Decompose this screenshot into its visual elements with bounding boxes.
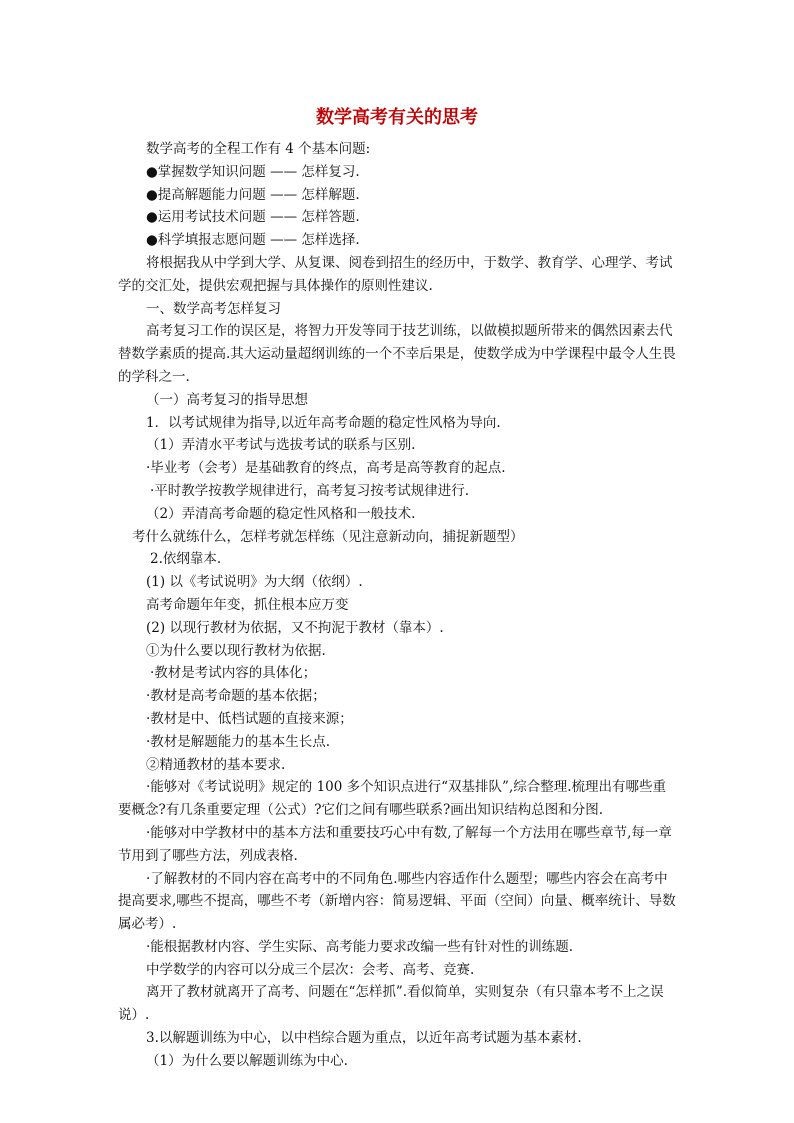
paragraph: ·能根据教材内容、学生实际、高考能力要求改编一些有针对性的训练题.: [146, 938, 574, 955]
paragraph: ·能够对《考试说明》规定的 100 多个知识点进行“双基排队”,综合整理.梳理出有哪些重要概念?有几条重要定理（公式）?它们之间有哪些联系?画出知识结构总图和分图.: [118, 779, 667, 819]
paragraph: 高考命题年年变，抓住根本应万变: [146, 596, 349, 613]
paragraph: 高考复习工作的误区是，将智力开发等同于技艺训练，以做模拟题所带来的偶然因素去代替数学素质的提高.其大运动量超纲训练的一个不幸后果是，使数学成为中学课程中最令人生畏的学科之一.: [118, 323, 676, 385]
paragraph: (2) 以现行教材为依据，又不拘泥于教材（靠本）.: [146, 619, 444, 636]
paragraph: ②精通教材的基本要求.: [146, 756, 286, 773]
paragraph: ·教材是中、低档试题的直接来源；: [146, 710, 353, 727]
paragraph: 数学高考的全程工作有 4 个基本问题:: [146, 141, 371, 157]
document-body: [118, 138, 678, 1073]
paragraph: ①为什么要以现行教材为依据.: [146, 642, 326, 659]
paragraph: 1．以考试规律为指导,以近年高考命题的稳定性风格为导向.: [146, 414, 501, 431]
paragraph: 一、数学高考怎样复习: [146, 300, 281, 317]
paragraph: ·教材是高考命题的基本依据；: [146, 688, 326, 705]
paragraph: 考什么就练什么，怎样考就怎样练（见注意新动向，捕捉新题型）: [132, 528, 524, 545]
paragraph: ●运用考试技术问题 —— 怎样答题.: [146, 209, 360, 226]
paragraph: ·教材是考试内容的具体化；: [150, 665, 317, 682]
paragraph: 2.依纲靠本.: [150, 551, 222, 568]
paragraph: ●科学填报志愿问题 —— 怎样选择.: [146, 232, 360, 249]
paragraph: ●掌握数学知识问题 —— 怎样复习.: [146, 163, 360, 180]
paragraph: ·毕业考（会考）是基础教育的终点，高考是高等教育的起点.: [146, 460, 506, 477]
document-title: 数学高考有关的思考: [316, 107, 478, 128]
paragraph: （1）为什么要以解题训练为中心.: [146, 1052, 348, 1069]
paragraph: (1) 以《考试说明》为大纲（依纲）.: [146, 574, 363, 591]
paragraph: （2）弄清高考命题的稳定性风格和一般技术.: [146, 505, 416, 522]
paragraph: 3.以解题训练为中心，以中档综合题为重点，以近年高考试题为基本素材.: [146, 1030, 582, 1047]
paragraph: 将根据我从中学到大学、从复课、阅卷到招生的经历中，于数学、教育学、心理学、考试学的交汇处，提供宏观把握与具体操作的原则性建议.: [118, 254, 673, 294]
paragraph: ●提高解题能力问题 —— 怎样解题.: [146, 186, 360, 203]
paragraph: ·了解教材的不同内容在高考中的不同角色.哪些内容适作什么题型；哪些内容会在高考中提高要求,哪些不提高，哪些不考（新增内容：简易逻辑、平面（空间）向量、概率统计、导数属必考）.: [118, 870, 676, 933]
paragraph: （1）弄清水平考试与选拔考试的联系与区别.: [146, 437, 416, 454]
paragraph: （一）高考复习的指导思想: [146, 391, 308, 408]
paragraph: 中学数学的内容可以分成三个层次：会考、高考、竞赛.: [146, 961, 475, 978]
paragraph: ·平时教学按教学规律进行，高考复习按考试规律进行.: [150, 482, 470, 499]
paragraph: ·能够对中学教材中的基本方法和重要技巧心中有数,了解每一个方法用在哪些章节,每一章节用到了哪些方法，列成表格.: [118, 824, 672, 864]
paragraph: 离开了教材就离开了高考、问题在“怎样抓”.看似简单，实则复杂（有只靠本考不上之误说）.: [118, 984, 664, 1024]
paragraph: ·教材是解题能力的基本生长点.: [146, 733, 331, 750]
